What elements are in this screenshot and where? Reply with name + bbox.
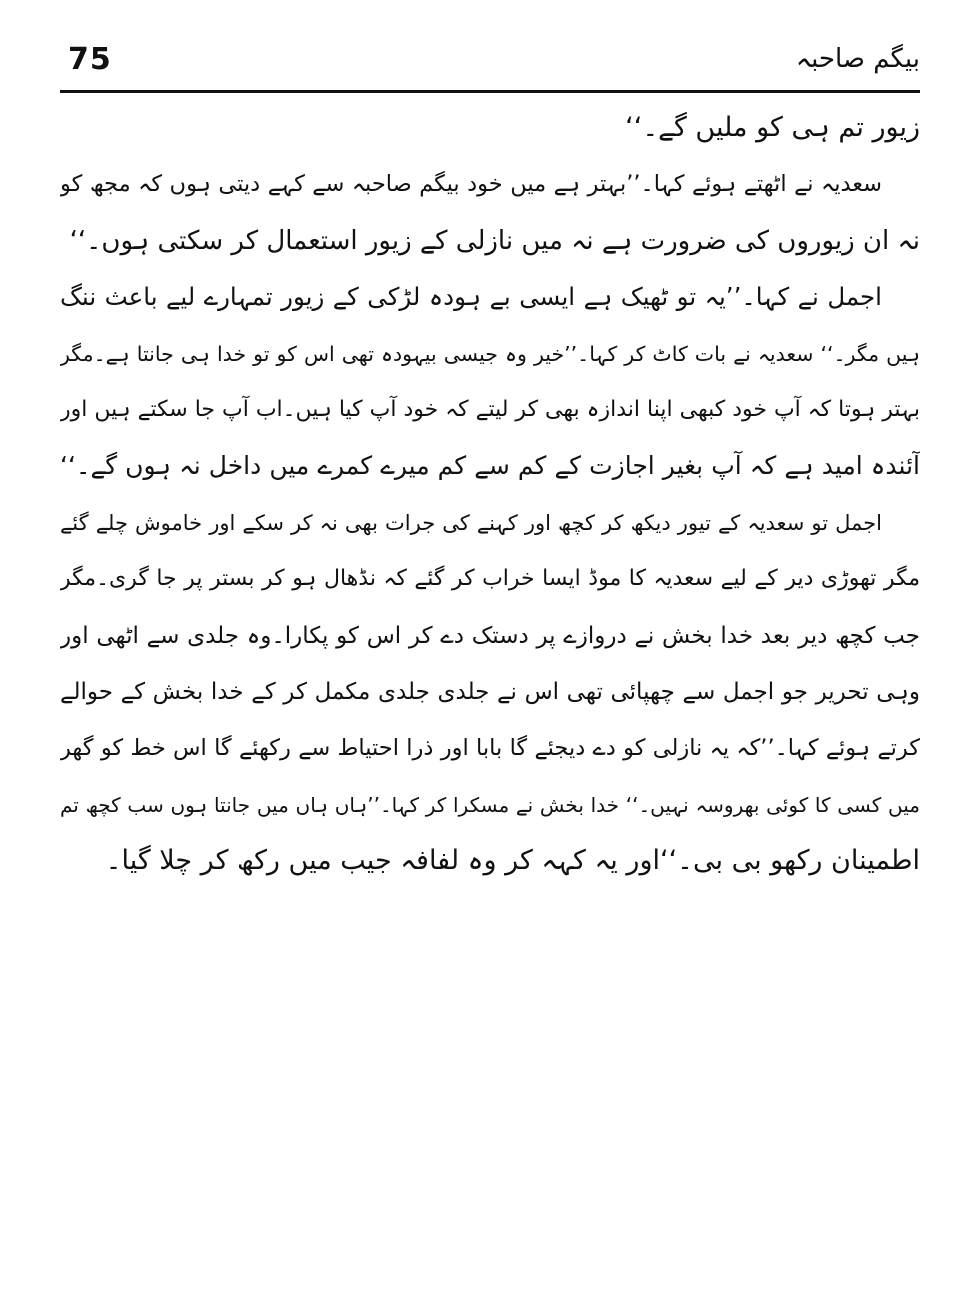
text-line: بہتر ہوتا کہ آپ خود کبھی اپنا اندازہ بھی کر لیتے کہ خود آپ کیا ہیں۔اب آپ جا سکتے ہیں اور (60, 396, 920, 422)
page-header (60, 38, 920, 90)
text-line: میں کسی کا کوئی بھروسہ نہیں۔‘‘ خدا بخش نے مسکرا کر کہا۔’’ہاں ہاں میں جانتا ہوں سب کچھ تم (60, 792, 920, 817)
text-line: کرتے ہوئے کہا۔’’کہ یہ نازلی کو دے دیجئے گا بابا اور ذرا احتیاط سے رکھئے گا اس خط کو گھر (60, 735, 920, 762)
text-line: سعدیہ نے اٹھتے ہوئے کہا۔’’بہتر ہے میں خود بیگم صاحبہ سے کہے دیتی ہوں کہ مجھ کو (60, 171, 882, 198)
text-line: وہی تحریر جو اجمل سے چھپائی تھی اس نے جلدی جلدی مکمل کر کے خدا بخش کے حوالے (60, 678, 920, 705)
text-line: مگر تھوڑی دیر کے لیے سعدیہ کا موڈ ایسا خراب کر گئے کہ نڈھال ہو کر بستر پر جا گری۔مگر (60, 566, 920, 592)
page-number: 75 (68, 42, 112, 77)
text-line: نہ ان زیوروں کی ضرورت ہے نہ میں نازلی کے زیور استعمال کر سکتی ہوں۔‘‘ (69, 225, 920, 256)
text-line: اجمل نے کہا۔’’یہ تو ٹھیک ہے ایسی بے ہودہ لڑکی کے زیور تمہارے لیے باعث ننگ (60, 282, 882, 312)
text-line: اطمینان رکھو بی بی۔‘‘اور یہ کہہ کر وہ لفافہ جیب میں رکھ کر چلا گیا۔ (105, 845, 920, 877)
text-line: ہیں مگر۔‘‘ سعدیہ نے بات کاٹ کر کہا۔’’خیر وہ جیسی بیہودہ تھی اس کو تو خدا ہی جانتا ہے۔مگر (60, 341, 920, 366)
text-line: آئندہ امید ہے کہ آپ بغیر اجازت کے کم سے کم میرے کمرے میں داخل نہ ہوں گے۔‘‘ (60, 451, 920, 481)
page-body (60, 100, 920, 889)
text-line: اجمل تو سعدیہ کے تیور دیکھ کر کچھ اور کہنے کی جرات بھی نہ کر سکے اور خاموش چلے گئے (60, 510, 882, 535)
running-title: بیگم صاحبہ (795, 44, 920, 74)
text-line: زیور تم ہی کو ملیں گے۔‘‘ (625, 112, 920, 143)
text-line: جب کچھ دیر بعد خدا بخش نے دروازے پر دستک دے کر اس کو پکارا۔وہ جلدی سے اٹھی اور (60, 622, 920, 649)
header-divider (60, 90, 920, 93)
